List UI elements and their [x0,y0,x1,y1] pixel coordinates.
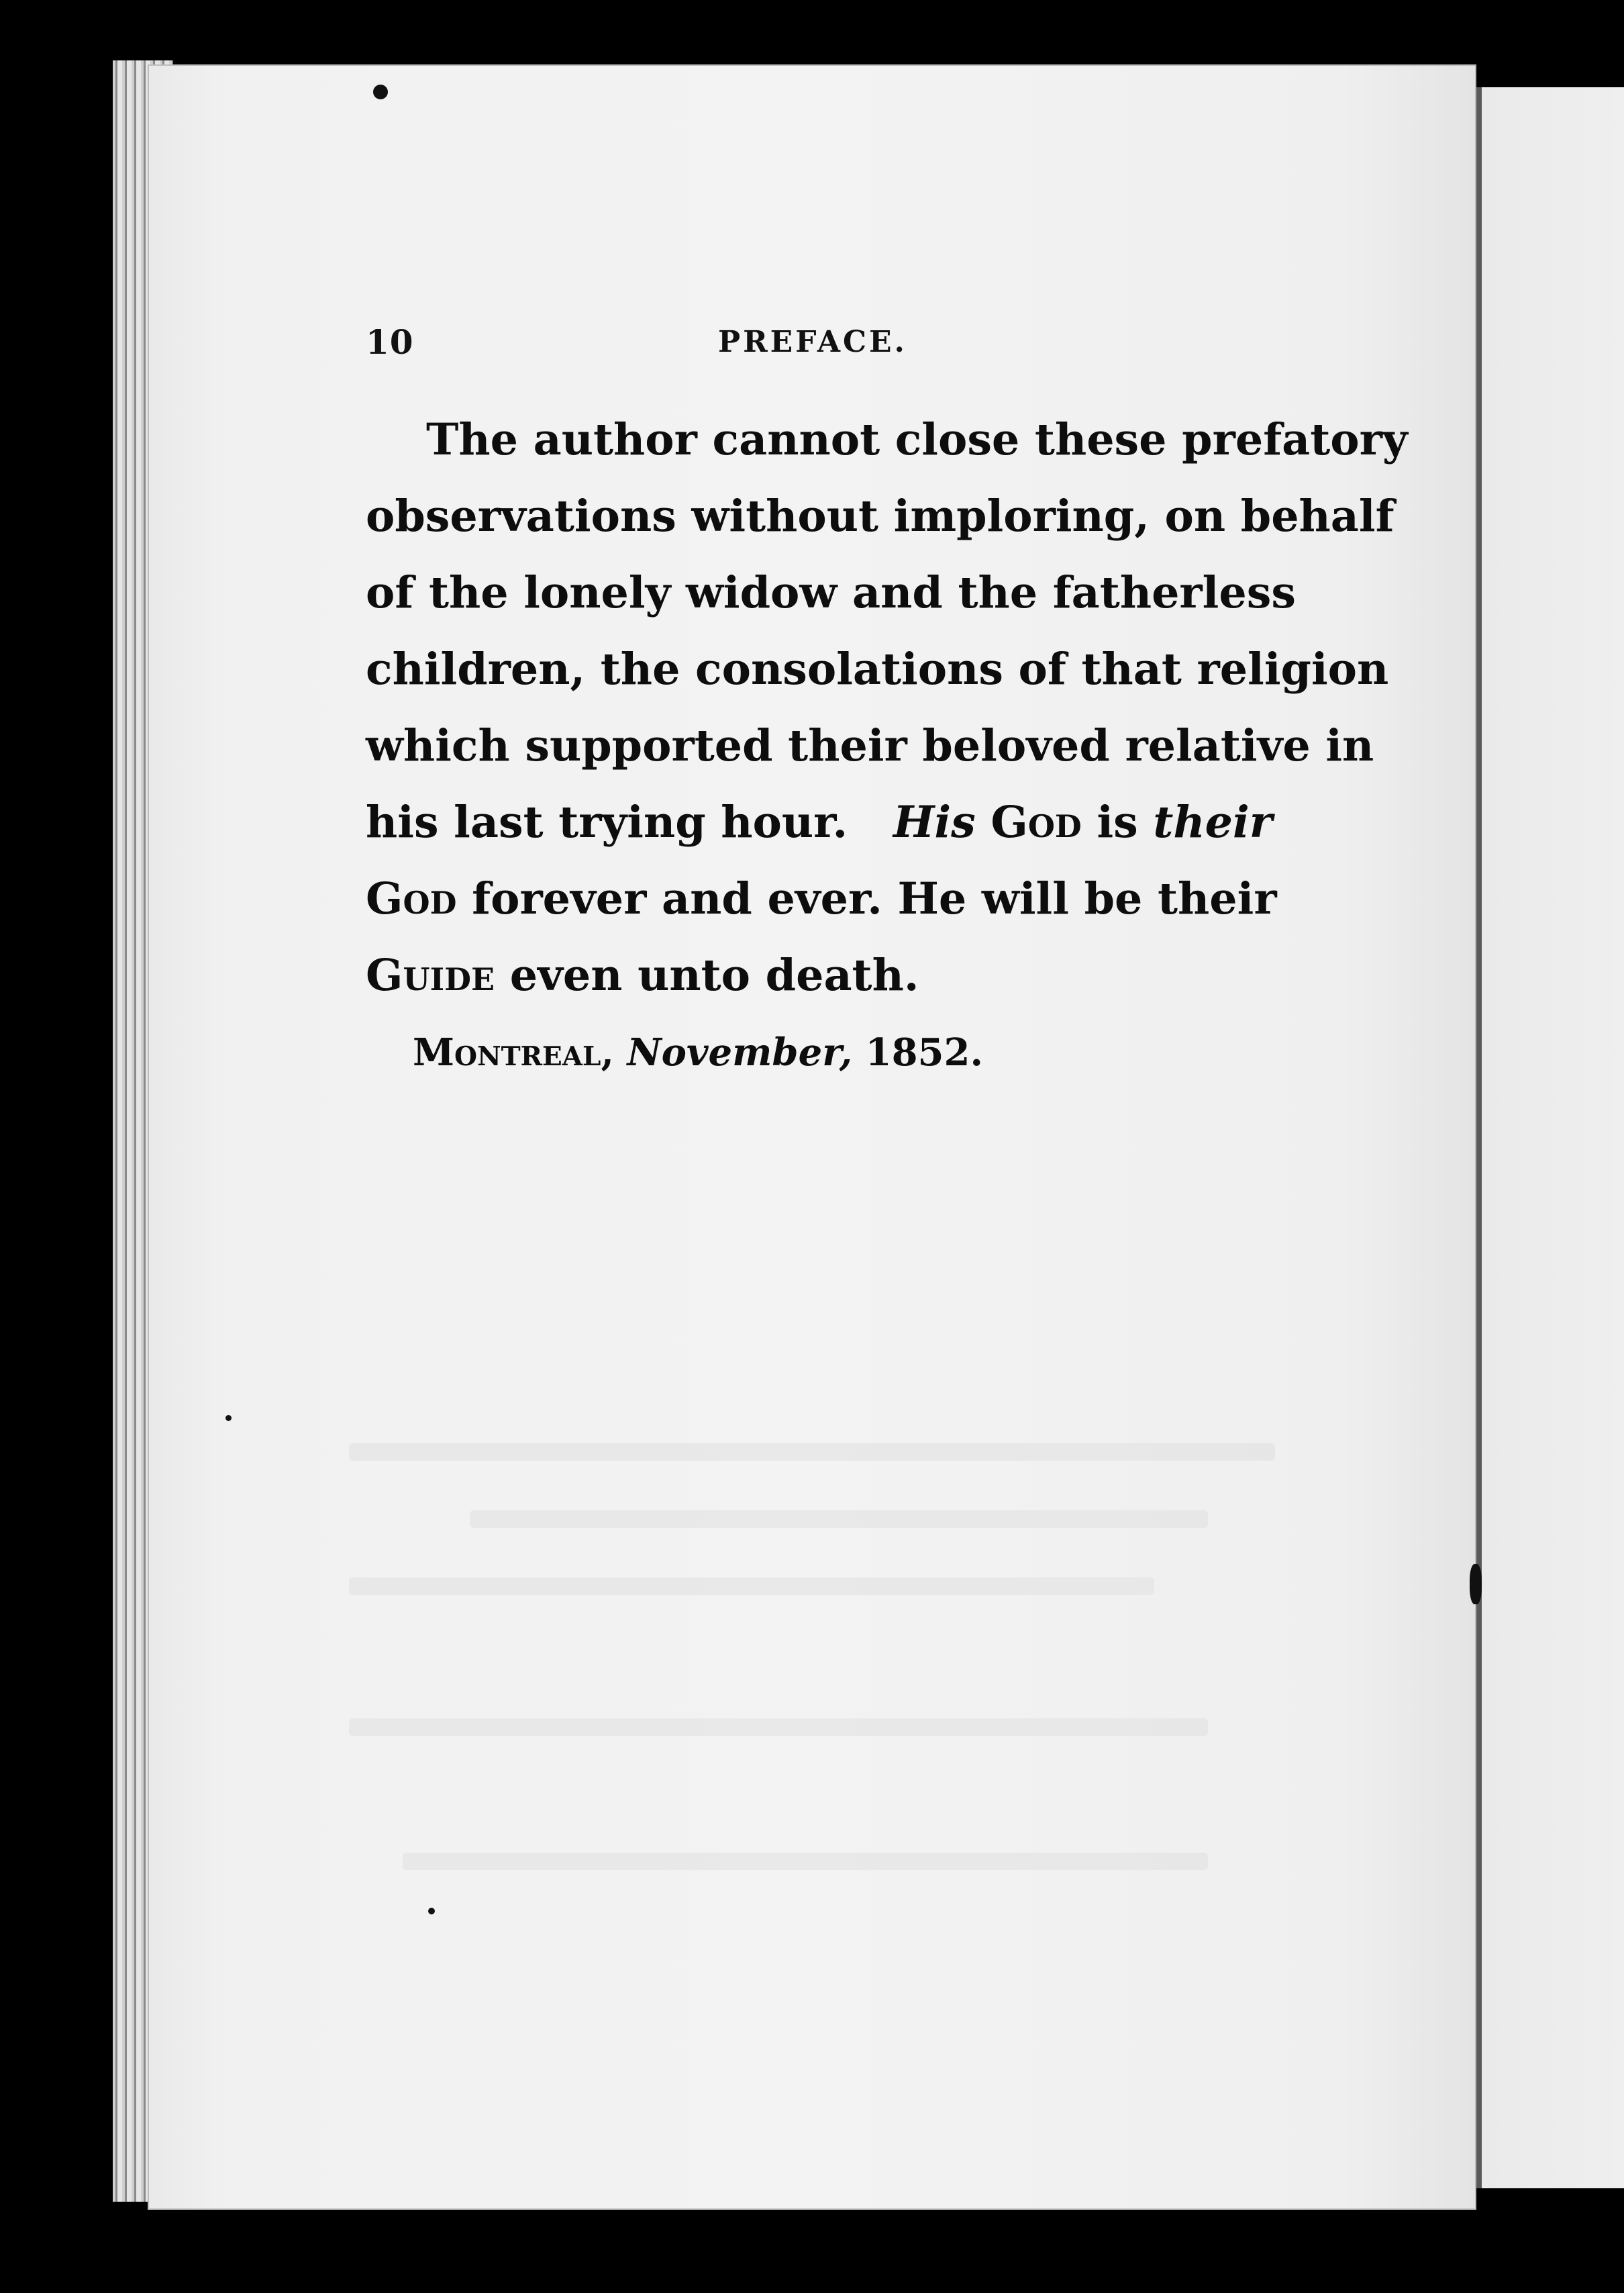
ink-speck [373,85,388,99]
page-number: 10 [366,322,414,362]
text-line: The author cannot close these prefatory [426,414,1408,465]
italic-word: His [893,797,976,848]
preface-paragraph [366,401,1408,1014]
text-line: of the lonely widow and the fatherless [366,567,1296,618]
text-fragment: his last trying hour. [366,797,848,848]
small-caps-word: God [366,873,457,924]
italic-word: their [1153,797,1272,848]
text-line: children, the consolations of that religion [366,644,1389,695]
dateline-year: 1852. [865,1030,983,1075]
text-line [366,937,1252,1014]
text-fragment: is [1097,797,1138,848]
book-page [148,64,1476,2210]
dateline [413,1030,983,1075]
dateline-place: Montreal, [413,1030,614,1075]
gutter-mark [1470,1564,1482,1604]
text-fragment: forever and ever. He will be their [472,873,1277,924]
ink-speck [225,1415,232,1421]
text-line [366,861,1277,937]
ink-speck [428,1908,435,1914]
text-line: which supported their beloved relative in [366,720,1374,771]
text-line [366,784,1272,861]
small-caps-word: Guide [366,950,495,1001]
facing-page-edge [1476,87,1624,2188]
show-through [349,1577,1154,1595]
small-caps-word: God [991,797,1082,848]
text-line: observations without imploring, on behalf [366,491,1394,542]
dateline-month: November, [627,1030,853,1075]
show-through [349,1443,1275,1461]
show-through [349,1718,1208,1736]
show-through [470,1510,1208,1528]
page-header [366,322,1252,369]
running-head: PREFACE. [718,325,907,359]
show-through [403,1853,1208,1870]
text-fragment: even unto death. [509,950,919,1001]
